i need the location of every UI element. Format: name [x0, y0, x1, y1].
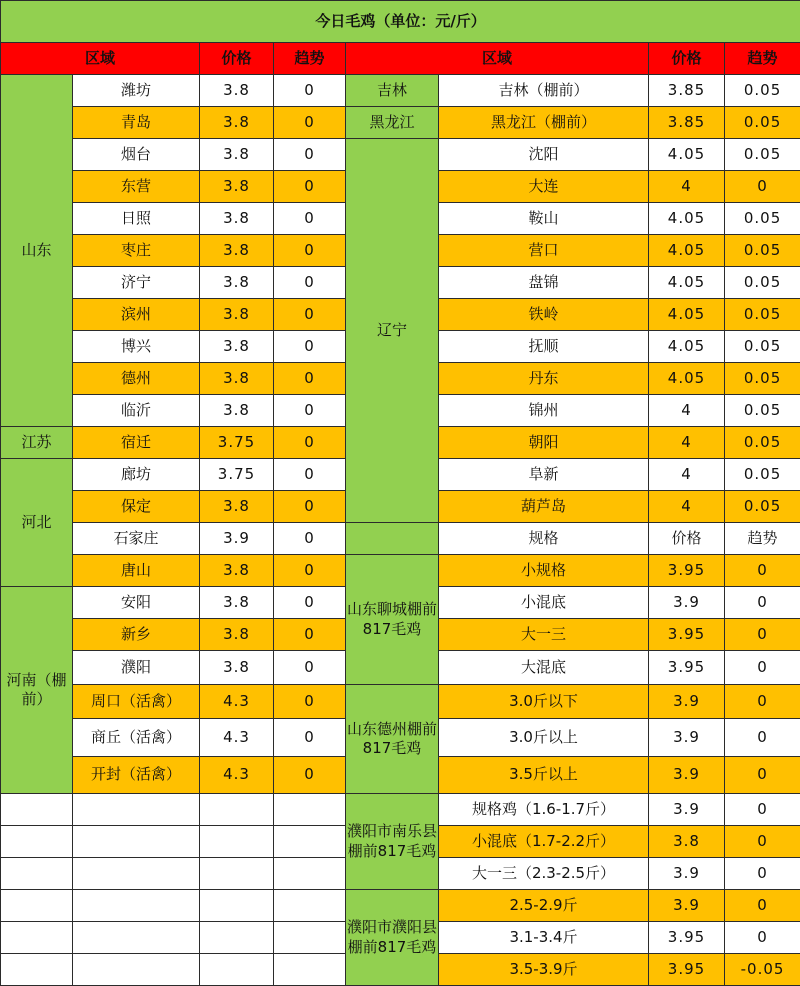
- price-cell: 3.95: [649, 954, 725, 986]
- trend-cell: 0.05: [725, 139, 800, 171]
- price-cell: 4: [649, 171, 725, 203]
- trend-cell: -0.05: [725, 954, 800, 986]
- trend-cell: 0: [274, 395, 346, 427]
- price-cell: 3.95: [649, 922, 725, 954]
- trend-cell: 0: [725, 890, 800, 922]
- city-cell: 阜新: [439, 459, 649, 491]
- region-nanle: 濮阳市南乐县棚前817毛鸡: [346, 794, 439, 890]
- city-cell: 抚顺: [439, 331, 649, 363]
- trend-cell: 0: [274, 459, 346, 491]
- trend-cell: 0.05: [725, 299, 800, 331]
- trend-cell: 0: [274, 685, 346, 719]
- trend-cell: 0: [274, 523, 346, 555]
- city-cell: 青岛: [73, 107, 200, 139]
- spec-cell: 规格鸡（1.6-1.7斤）: [439, 794, 649, 826]
- price-cell: 3.9: [649, 719, 725, 757]
- price-cell: 3.8: [200, 363, 274, 395]
- city-cell: 滨州: [73, 299, 200, 331]
- empty-cell: [200, 890, 274, 922]
- city-cell: 沈阳: [439, 139, 649, 171]
- city-cell: 濮阳: [73, 651, 200, 685]
- empty-cell: [274, 826, 346, 858]
- city-cell: 日照: [73, 203, 200, 235]
- spec-cell: 3.0斤以下: [439, 685, 649, 719]
- spec-cell: 3.5斤以上: [439, 757, 649, 794]
- trend-cell: 0: [725, 858, 800, 890]
- empty-cell: [274, 890, 346, 922]
- trend-cell: 0: [274, 491, 346, 523]
- price-cell: 3.9: [649, 587, 725, 619]
- empty-cell: [1, 858, 73, 890]
- spec-cell: 3.1-3.4斤: [439, 922, 649, 954]
- trend-cell: 0: [725, 685, 800, 719]
- trend-cell: 0: [274, 235, 346, 267]
- price-cell: 3.8: [200, 171, 274, 203]
- spec-header-price: 价格: [649, 523, 725, 555]
- city-cell: 临沂: [73, 395, 200, 427]
- trend-cell: 0: [725, 555, 800, 587]
- header-trend-right: 趋势: [725, 43, 800, 75]
- empty-cell: [1, 954, 73, 986]
- city-cell: 营口: [439, 235, 649, 267]
- empty-cell: [274, 954, 346, 986]
- trend-cell: 0: [725, 651, 800, 685]
- empty-cell: [73, 954, 200, 986]
- city-cell: 商丘（活禽）: [73, 719, 200, 757]
- price-cell: 3.9: [649, 685, 725, 719]
- page-title: 今日毛鸡（单位：元/斤）: [1, 1, 800, 43]
- city-cell: 吉林（棚前）: [439, 75, 649, 107]
- price-cell: 3.8: [200, 299, 274, 331]
- price-cell: 4.05: [649, 299, 725, 331]
- region-jiangsu: 江苏: [1, 427, 73, 459]
- trend-cell: 0.05: [725, 75, 800, 107]
- empty-cell: [200, 826, 274, 858]
- city-cell: 宿迁: [73, 427, 200, 459]
- city-cell: 唐山: [73, 555, 200, 587]
- price-cell: 3.8: [200, 235, 274, 267]
- region-liaoning: 辽宁: [346, 139, 439, 523]
- trend-cell: 0: [274, 587, 346, 619]
- price-cell: 3.8: [200, 587, 274, 619]
- region-hebei: 河北: [1, 459, 73, 587]
- empty-cell: [1, 922, 73, 954]
- price-cell: 3.9: [200, 523, 274, 555]
- price-cell: 4.3: [200, 685, 274, 719]
- empty-cell: [73, 922, 200, 954]
- header-region-left: 区域: [1, 43, 200, 75]
- price-cell: 3.8: [200, 139, 274, 171]
- city-cell: 周口（活禽）: [73, 685, 200, 719]
- price-cell: 3.8: [649, 826, 725, 858]
- spec-cell: 小混底（1.7-2.2斤）: [439, 826, 649, 858]
- city-cell: 鞍山: [439, 203, 649, 235]
- trend-cell: 0: [725, 587, 800, 619]
- empty-cell: [200, 954, 274, 986]
- trend-cell: 0: [274, 757, 346, 794]
- city-cell: 丹东: [439, 363, 649, 395]
- trend-cell: 0: [274, 331, 346, 363]
- price-cell: 3.75: [200, 427, 274, 459]
- city-cell: 枣庄: [73, 235, 200, 267]
- region-dezhou: 山东德州棚前817毛鸡: [346, 685, 439, 794]
- empty-cell: [1, 890, 73, 922]
- trend-cell: 0: [274, 75, 346, 107]
- empty-cell: [1, 826, 73, 858]
- trend-cell: 0.05: [725, 107, 800, 139]
- spec-cell: 小混底: [439, 587, 649, 619]
- spec-cell: 小规格: [439, 555, 649, 587]
- trend-cell: 0: [274, 299, 346, 331]
- trend-cell: 0: [274, 719, 346, 757]
- city-cell: 博兴: [73, 331, 200, 363]
- city-cell: 开封（活禽）: [73, 757, 200, 794]
- region-jilin: 吉林: [346, 75, 439, 107]
- trend-cell: 0.05: [725, 203, 800, 235]
- empty-cell: [200, 794, 274, 826]
- city-cell: 潍坊: [73, 75, 200, 107]
- price-cell: 3.8: [200, 203, 274, 235]
- empty-cell: [274, 794, 346, 826]
- spec-cell: 3.5-3.9斤: [439, 954, 649, 986]
- price-cell: 3.9: [649, 794, 725, 826]
- empty-cell: [200, 922, 274, 954]
- city-cell: 德州: [73, 363, 200, 395]
- city-cell: 东营: [73, 171, 200, 203]
- header-price-left: 价格: [200, 43, 274, 75]
- region-liaocheng: 山东聊城棚前817毛鸡: [346, 555, 439, 685]
- price-cell: 3.8: [200, 267, 274, 299]
- price-cell: 3.9: [649, 757, 725, 794]
- price-cell: 3.85: [649, 75, 725, 107]
- region-shandong: 山东: [1, 75, 73, 427]
- spec-header-trend: 趋势: [725, 523, 800, 555]
- trend-cell: 0: [274, 555, 346, 587]
- empty-cell: [1, 794, 73, 826]
- price-cell: 3.9: [649, 858, 725, 890]
- price-cell: 4.3: [200, 757, 274, 794]
- price-cell: 3.8: [200, 619, 274, 651]
- city-cell: 盘锦: [439, 267, 649, 299]
- city-cell: 葫芦岛: [439, 491, 649, 523]
- trend-cell: 0: [725, 794, 800, 826]
- trend-cell: 0: [725, 757, 800, 794]
- header-price-right: 价格: [649, 43, 725, 75]
- spec-cell: 3.0斤以上: [439, 719, 649, 757]
- empty-cell: [274, 922, 346, 954]
- price-cell: 4: [649, 427, 725, 459]
- header-trend-left: 趋势: [274, 43, 346, 75]
- price-cell: 4.05: [649, 235, 725, 267]
- price-cell: 3.8: [200, 75, 274, 107]
- trend-cell: 0.05: [725, 459, 800, 491]
- trend-cell: 0.05: [725, 235, 800, 267]
- trend-cell: 0.05: [725, 267, 800, 299]
- price-cell: 4.05: [649, 363, 725, 395]
- empty-cell: [73, 826, 200, 858]
- trend-cell: 0: [725, 922, 800, 954]
- trend-cell: 0.05: [725, 363, 800, 395]
- price-cell: 4: [649, 395, 725, 427]
- empty-cell: [73, 794, 200, 826]
- price-cell: 4.05: [649, 139, 725, 171]
- trend-cell: 0.05: [725, 331, 800, 363]
- price-cell: 3.85: [649, 107, 725, 139]
- price-cell: 4.05: [649, 203, 725, 235]
- trend-cell: 0: [274, 363, 346, 395]
- trend-cell: 0: [274, 139, 346, 171]
- trend-cell: 0: [274, 427, 346, 459]
- city-cell: 铁岭: [439, 299, 649, 331]
- region-henan: 河南（棚前）: [1, 587, 73, 794]
- city-cell: 黑龙江（棚前）: [439, 107, 649, 139]
- trend-cell: 0: [274, 651, 346, 685]
- price-cell: 3.9: [649, 890, 725, 922]
- city-cell: 大连: [439, 171, 649, 203]
- region-puyang: 濮阳市濮阳县棚前817毛鸡: [346, 890, 439, 986]
- price-cell: 3.8: [200, 331, 274, 363]
- empty-cell: [274, 858, 346, 890]
- trend-cell: 0: [725, 619, 800, 651]
- price-cell: 3.8: [200, 555, 274, 587]
- empty-cell: [73, 858, 200, 890]
- trend-cell: 0: [274, 267, 346, 299]
- city-cell: 保定: [73, 491, 200, 523]
- price-cell: 3.95: [649, 651, 725, 685]
- trend-cell: 0: [274, 203, 346, 235]
- city-cell: 新乡: [73, 619, 200, 651]
- city-cell: 锦州: [439, 395, 649, 427]
- city-cell: 廊坊: [73, 459, 200, 491]
- price-cell: 3.8: [200, 107, 274, 139]
- city-cell: 石家庄: [73, 523, 200, 555]
- city-cell: 安阳: [73, 587, 200, 619]
- price-cell: 3.95: [649, 555, 725, 587]
- city-cell: 朝阳: [439, 427, 649, 459]
- price-cell: 4.05: [649, 267, 725, 299]
- price-cell: 3.8: [200, 395, 274, 427]
- price-cell: 4.3: [200, 719, 274, 757]
- spec-header-spec: 规格: [439, 523, 649, 555]
- empty-cell: [73, 890, 200, 922]
- trend-cell: 0.05: [725, 427, 800, 459]
- city-cell: 烟台: [73, 139, 200, 171]
- spec-cell: 2.5-2.9斤: [439, 890, 649, 922]
- price-cell: 3.75: [200, 459, 274, 491]
- price-cell: 3.8: [200, 651, 274, 685]
- trend-cell: 0: [274, 619, 346, 651]
- trend-cell: 0.05: [725, 491, 800, 523]
- region-heilongjiang: 黑龙江: [346, 107, 439, 139]
- trend-cell: 0.05: [725, 395, 800, 427]
- price-cell: 4: [649, 491, 725, 523]
- price-cell: 3.95: [649, 619, 725, 651]
- spec-cell: 大一三: [439, 619, 649, 651]
- trend-cell: 0: [274, 171, 346, 203]
- trend-cell: 0: [725, 719, 800, 757]
- price-cell: 4.05: [649, 331, 725, 363]
- spec-header-blank: [346, 523, 439, 555]
- spec-cell: 大混底: [439, 651, 649, 685]
- price-cell: 4: [649, 459, 725, 491]
- trend-cell: 0: [725, 826, 800, 858]
- trend-cell: 0: [725, 171, 800, 203]
- empty-cell: [200, 858, 274, 890]
- spec-cell: 大一三（2.3-2.5斤）: [439, 858, 649, 890]
- price-cell: 3.8: [200, 491, 274, 523]
- city-cell: 济宁: [73, 267, 200, 299]
- trend-cell: 0: [274, 107, 346, 139]
- header-region-right: 区域: [346, 43, 649, 75]
